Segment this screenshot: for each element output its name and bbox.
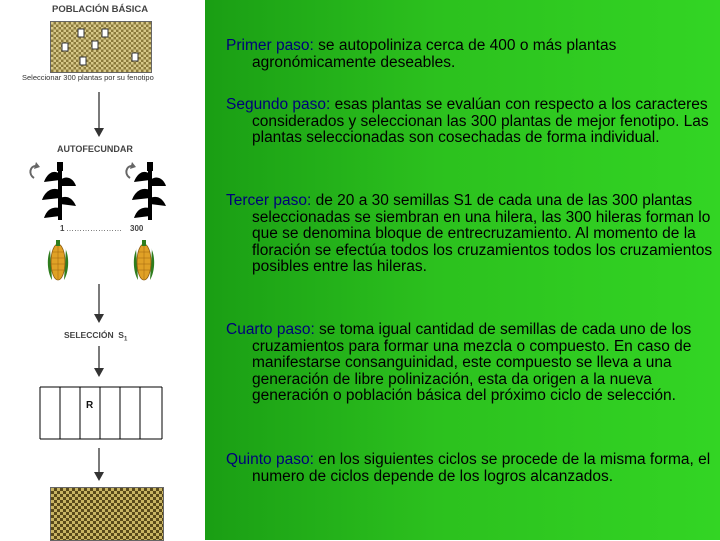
seleccion-label: SELECCIÓN $S_1$ <box>64 330 128 343</box>
selfed-plant-icon <box>28 160 78 222</box>
corn-cob-icon <box>46 240 70 284</box>
range-start: 1 <box>60 224 65 233</box>
step-2 <box>226 97 714 147</box>
selected-plant-markers <box>50 21 150 71</box>
poblacion-basica-label: POBLACIÓN BÁSICA <box>52 4 149 15</box>
arrow-down-icon <box>92 346 106 378</box>
step-text: de 20 a 30 semillas S1 de cada una de las 300 plantas seleccionadas se siembran en una hilera, las 300 hileras forman lo que se denomina bloque de entrecruzamiento. Al momento de la floración se efectúa todos los cruzamientos todos los cruzamientos posibles entre las hileras. <box>252 192 713 275</box>
arrow-down-icon <box>92 92 106 138</box>
step-3 <box>226 193 714 276</box>
range-end: 300 <box>130 224 144 233</box>
range-dots: ………………… <box>66 224 122 233</box>
step-title: Tercer paso: <box>226 192 312 209</box>
grid-mark: R <box>86 400 94 411</box>
autofecundar-label: AUTOFECUNDAR <box>57 144 133 154</box>
corn-cob-icon <box>132 240 156 284</box>
step-title: Cuarto paso: <box>226 321 315 338</box>
select-caption: Seleccionar 300 plantas por su fenotipo <box>22 73 154 82</box>
step-text: se toma igual cantidad de semillas de cada uno de los cruzamientos para formar una mezcla o compuesto. En caso de manifestarse consanguinidad, este compuesto se lleva a una generación de libre polinización, esta da origen a la nueva generación o población básica del próximo ciclo de selección. <box>252 321 692 404</box>
step-5 <box>226 452 714 485</box>
arrow-down-icon <box>92 448 106 482</box>
step-text: se autopoliniza cerca de 400 o más plantas agronómicamente deseables. <box>252 37 617 71</box>
step-title: Primer paso: <box>226 37 314 54</box>
step-title: Quinto paso: <box>226 451 314 468</box>
step-4 <box>226 322 714 405</box>
selfed-plant-icon <box>122 160 172 222</box>
steps-panel <box>205 0 720 540</box>
step-title: Segundo paso: <box>226 96 331 113</box>
new-population-plot <box>50 487 164 541</box>
step-text: en los siguientes ciclos se procede de la misma forma, el numero de ciclos depende de los logros alcanzados. <box>252 451 711 485</box>
step-1 <box>226 38 714 71</box>
breeding-diagram <box>0 0 205 540</box>
arrow-down-icon <box>92 284 106 324</box>
step-text: esas plantas se evalúan con respecto a los caracteres considerados y seleccionan las 300 plantas de mejor fenotipo. Las plantas seleccionadas son cosechadas de forma individual. <box>252 96 709 146</box>
crossing-block-grid <box>36 383 166 443</box>
